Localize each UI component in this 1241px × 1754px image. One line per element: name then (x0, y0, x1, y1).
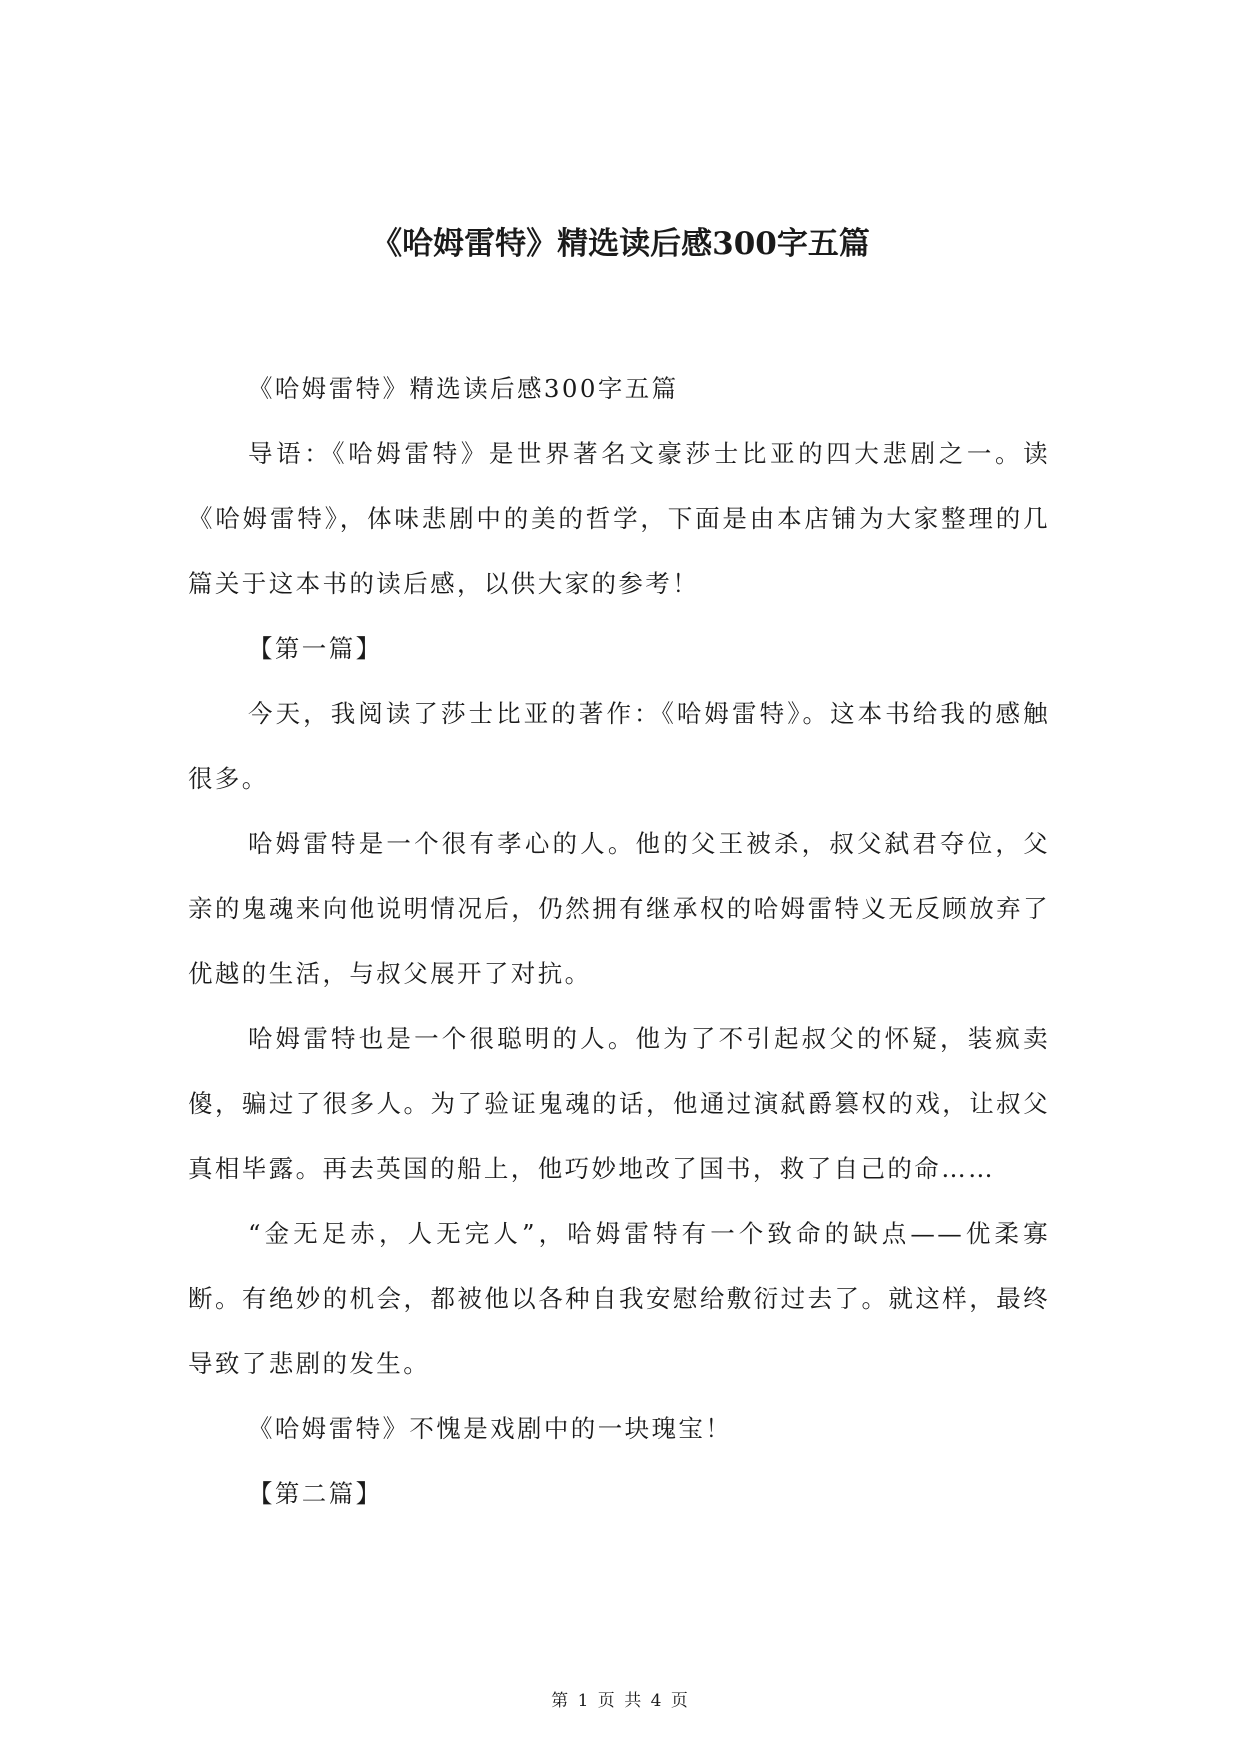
document-title: 《哈姆雷特》精选读后感300字五篇 (371, 226, 870, 262)
body-paragraph: 哈姆雷特也是一个很聪明的人。他为了不引起叔父的怀疑，装疯卖傻，骗过了很多人。为了验证鬼魂的话，他通过演弑爵篡权的戏，让叔父真相毕露。再去英国的船上，他巧妙地改了国书，救了自己的命…… (188, 1024, 1050, 1183)
subtitle-paragraph: 《哈姆雷特》精选读后感300字五篇 (248, 374, 679, 403)
section-heading-1: 【第一篇】 (248, 634, 383, 663)
body-paragraph: 今天，我阅读了莎士比亚的著作：《哈姆雷特》。这本书给我的感触很多。 (188, 699, 1050, 793)
body-paragraph: 哈姆雷特是一个很有孝心的人。他的父王被杀，叔父弑君夺位，父亲的鬼魂来向他说明情况后，仍然拥有继承权的哈姆雷特义无反顾放弃了优越的生活，与叔父展开了对抗。 (188, 829, 1050, 988)
page-footer: 第 1 页 共 4 页 (551, 1691, 690, 1711)
body-paragraph: 《哈姆雷特》不愧是戏剧中的一块瑰宝！ (248, 1414, 733, 1443)
document-body (188, 356, 1050, 1526)
section-heading-2: 【第二篇】 (248, 1479, 383, 1508)
intro-paragraph: 导语：《哈姆雷特》是世界著名文豪莎士比亚的四大悲剧之一。读《哈姆雷特》，体味悲剧中的美的哲学，下面是由本店铺为大家整理的几篇关于这本书的读后感，以供大家的参考！ (188, 439, 1050, 598)
body-paragraph: “金无足赤，人无完人”，哈姆雷特有一个致命的缺点——优柔寡断。有绝妙的机会，都被他以各种自我安慰给敷衍过去了。就这样，最终导致了悲剧的发生。 (188, 1219, 1050, 1378)
